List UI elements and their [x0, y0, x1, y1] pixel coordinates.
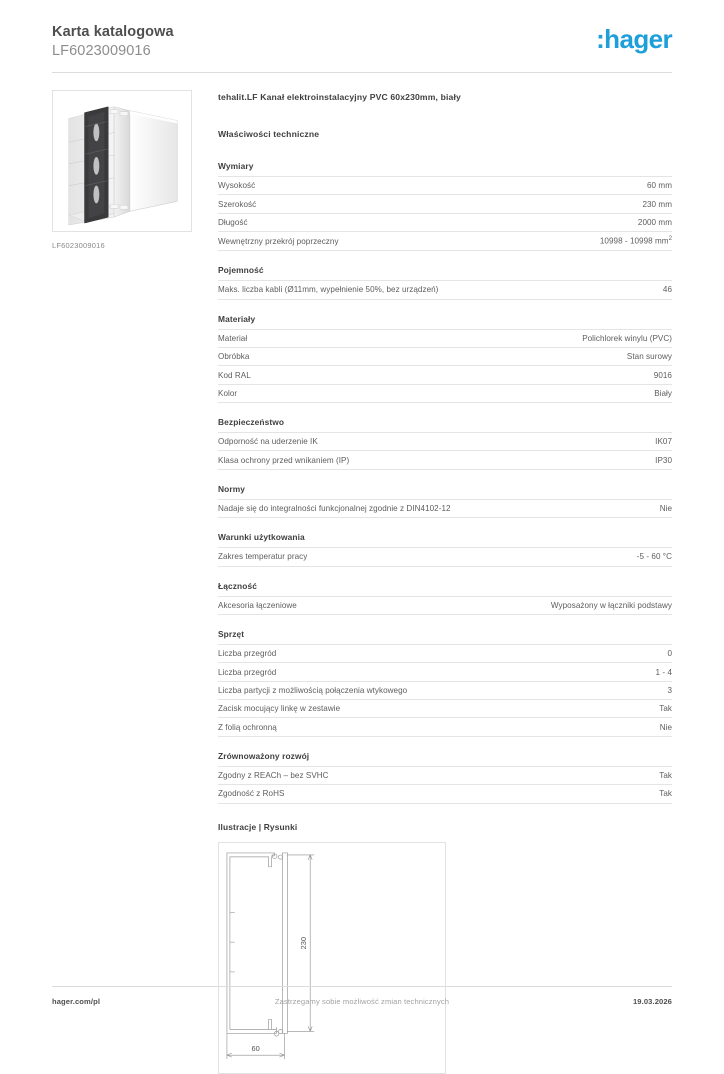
spec-label: Materiał [218, 333, 248, 343]
spec-group [218, 629, 672, 737]
spec-label: Zgodny z REACh – bez SVHC [218, 771, 329, 780]
spec-row [218, 432, 672, 450]
spec-row [218, 499, 672, 518]
footer-divider [52, 986, 672, 987]
page-title: Karta katalogowa [52, 24, 174, 40]
spec-group [218, 532, 672, 566]
spec-value: 9016 [653, 370, 672, 380]
spec-group [218, 265, 672, 299]
spec-row [218, 766, 672, 784]
spec-label: Wysokość [218, 181, 256, 191]
spec-group [218, 161, 672, 251]
spec-group-title: Łączność [218, 580, 257, 591]
product-name: tehalit.LF Kanał elektroinstalacyjny PVC 60x230mm, biały [218, 92, 461, 102]
spec-label: Kod RAL [218, 370, 251, 380]
technical-drawing-frame [218, 842, 446, 1074]
spec-row [218, 450, 672, 469]
spec-value-text: 10998 - 10998 mm [599, 237, 669, 246]
spec-row [218, 662, 672, 680]
spec-group-title: Sprzęt [218, 628, 245, 639]
spec-row [218, 213, 672, 231]
drawings-title: Ilustracje | Rysunki [218, 821, 298, 832]
spec-group-title: Materiały [218, 313, 256, 324]
dimension-label-height: 230 [299, 936, 309, 949]
product-photo-cable-trunking [53, 91, 191, 231]
spec-group [218, 417, 672, 470]
spec-label: Zacisk mocujący linkę w zestawie [218, 704, 341, 714]
spec-value: -5 - 60 °C [636, 552, 672, 562]
spec-value: 3 [667, 685, 672, 695]
spec-value: Stan surowy [626, 352, 672, 362]
spec-label: Zakres temperatur pracy [218, 552, 308, 562]
spec-row [218, 644, 672, 662]
dimension-label-width: 60 [251, 1043, 260, 1053]
spec-group-title: Warunki użytkowania [218, 532, 305, 543]
spec-value: Nie [659, 504, 672, 513]
product-photo-frame [52, 90, 192, 232]
spec-value: 60 mm [647, 181, 672, 191]
spec-label: Zgodność z RoHS [218, 789, 285, 799]
spec-row [218, 329, 672, 347]
spec-row [218, 176, 672, 194]
product-image-caption: LF6023009016 [52, 241, 105, 250]
spec-row [218, 784, 672, 803]
spec-row [218, 596, 672, 615]
spec-row [218, 717, 672, 736]
spec-group-title: Pojemność [218, 265, 264, 276]
spec-label: Nadaje się do integralności funkcjonalnej zgodnie z DIN4102-12 [218, 504, 451, 513]
spec-value: 1 - 4 [655, 667, 672, 677]
spec-group-title: Wymiary [218, 161, 254, 171]
technical-drawing-cross-section [219, 843, 445, 1073]
product-image-column [52, 90, 192, 250]
spec-value: 0 [667, 649, 672, 659]
spec-row [218, 231, 672, 251]
spec-value: IP30 [655, 455, 672, 465]
spec-label: Liczba partycji z możliwością połączenia wtykowego [218, 685, 408, 695]
spec-value: 230 mm [642, 199, 672, 209]
header-titles [52, 24, 174, 60]
spec-row [218, 194, 672, 212]
spec-label: Szerokość [218, 199, 257, 209]
spec-row [218, 347, 672, 365]
spec-group [218, 314, 672, 404]
spec-label: Akcesoria łączeniowe [218, 600, 297, 610]
spec-row [218, 681, 672, 699]
spec-label: Wewnętrzny przekrój poprzeczny [218, 237, 339, 246]
spec-group [218, 581, 672, 615]
spec-value: Tak [659, 704, 672, 714]
spec-value: Tak [659, 771, 672, 780]
spec-group-title: Normy [218, 483, 246, 494]
spec-label: Odporność na uderzenie IK [218, 437, 318, 447]
spec-label: Liczba przegród [218, 667, 277, 677]
spec-label: Obróbka [218, 352, 250, 362]
spec-value: 46 [662, 285, 672, 295]
spec-row [218, 280, 672, 299]
spec-value: 2000 mm [637, 217, 672, 227]
technical-properties-heading: Właściwości techniczne [218, 129, 320, 139]
spec-row [218, 699, 672, 717]
spec-row [218, 547, 672, 566]
spec-label: Maks. liczba kabli (Ø11mm, wypełnienie 50%, bez urządzeń) [218, 285, 439, 295]
spec-value: Tak [659, 789, 672, 799]
spec-label: Z folią ochronną [218, 722, 277, 732]
page-header [52, 24, 672, 74]
spec-row [218, 365, 672, 383]
spec-value: Biały [654, 388, 672, 398]
spec-group [218, 484, 672, 518]
header-divider [52, 72, 672, 73]
footer-disclaimer: Zastrzegamy sobie możliwość zmian technicznych [274, 996, 450, 1006]
spec-label: Kolor [218, 388, 238, 398]
spec-label: Klasa ochrony przed wnikaniem (IP) [218, 455, 350, 465]
spec-value: Wyposażony w łączniki podstawy [550, 600, 672, 610]
product-reference: LF6023009016 [52, 42, 151, 59]
spec-group-title: Zrównoważony rozwój [218, 750, 310, 761]
spec-row [218, 384, 672, 403]
hager-logo: :hager [596, 24, 672, 54]
specifications-column [218, 92, 672, 1074]
spec-group [218, 751, 672, 804]
spec-value: Nie [659, 722, 672, 732]
footer-date: 19.03.2026 [632, 996, 672, 1006]
spec-value-superscript: 2 [668, 236, 672, 243]
page-footer [52, 994, 672, 1008]
spec-group-title: Bezpieczeństwo [218, 417, 285, 428]
footer-website-link[interactable]: hager.com/pl [52, 996, 101, 1006]
drawings-section [218, 822, 672, 1074]
spec-value: IK07 [655, 437, 672, 447]
spec-label: Długość [218, 217, 248, 227]
spec-groups-container [218, 161, 672, 804]
spec-value [600, 236, 672, 246]
spec-value: Polichlorek winylu (PVC) [582, 333, 672, 343]
spec-label: Liczba przegród [218, 649, 277, 659]
